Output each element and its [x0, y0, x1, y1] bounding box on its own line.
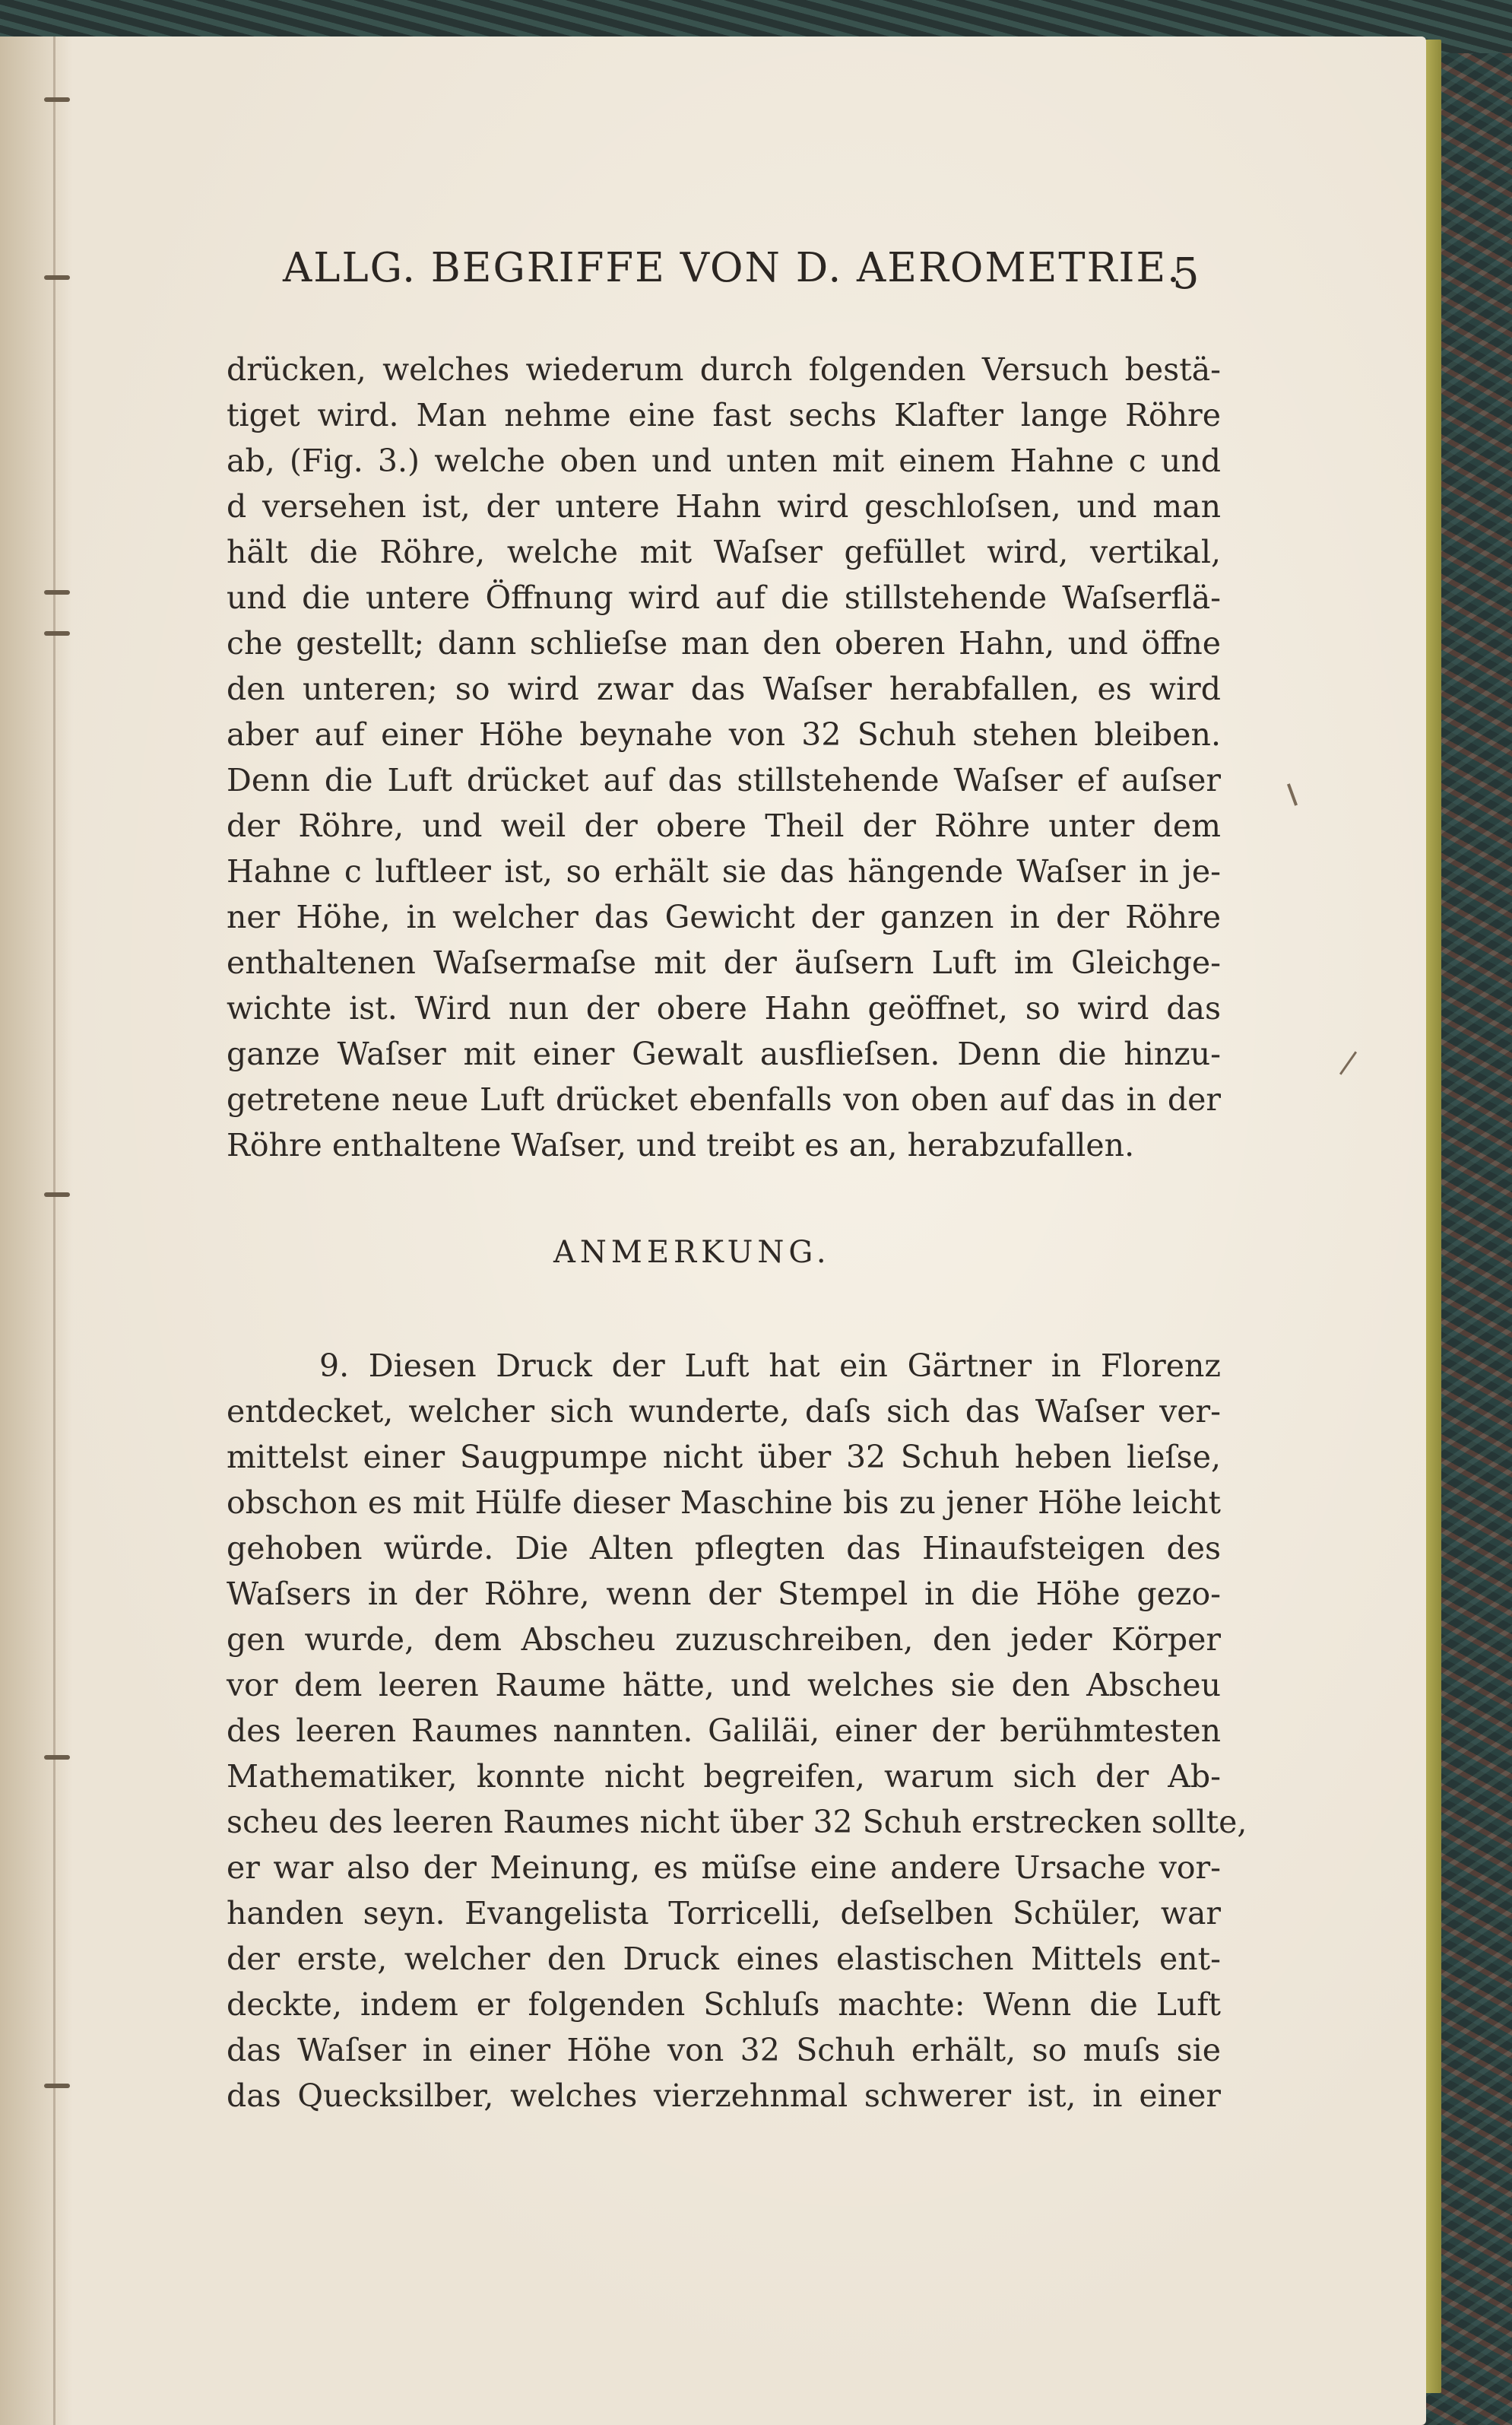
text-line: Waſsers in der Röhre, wenn der Stempel in die Höhe gezo- — [227, 1576, 1221, 1612]
binding-stitch — [44, 631, 70, 636]
text-line: vor dem leeren Raume hätte, und welches sie den Abscheu — [227, 1667, 1221, 1703]
text-line: gen wurde, dem Abscheu zuzuschreiben, den jeder Körper — [227, 1621, 1221, 1658]
paragraph-2 — [227, 1343, 1247, 2119]
text-line: che gestellt; dann schlieſse man den oberen Hahn, und öffne — [227, 625, 1221, 662]
text-line: enthaltenen Waſsermaſse mit der äuſsern Luft im Gleichge- — [227, 944, 1221, 981]
text-line: mittelst einer Saugpumpe nicht über 32 Schuh heben lieſse, — [227, 1439, 1221, 1475]
running-head-title: ALLG. BEGRIFFE VON D. AEROMETRIE. — [283, 245, 1182, 291]
text-line: Mathematiker, konnte nicht begreifen, warum sich der Ab- — [227, 1758, 1221, 1795]
text-line: ab, (Fig. 3.) welche oben und unten mit einem Hahne c und — [227, 443, 1221, 479]
text-line: das Waſser in einer Höhe von 32 Schuh erhält, so muſs sie — [227, 2032, 1221, 2068]
text-line: gehoben würde. Die Alten pflegten das Hinaufsteigen des — [227, 1530, 1221, 1566]
binding-stitch — [44, 275, 70, 280]
text-line: aber auf einer Höhe beynahe von 32 Schuh stehen bleiben. — [227, 716, 1221, 753]
binding-line — [53, 37, 55, 2425]
section-heading: ANMERKUNG. — [553, 1235, 831, 1270]
text-line: hält die Röhre, welche mit Waſser gefüllet wird, vertikal, — [227, 534, 1221, 570]
text-line: der Röhre, und weil der obere Theil der Röhre unter dem — [227, 808, 1221, 844]
text-line: getretene neue Luft drücket ebenfalls von oben auf das in der — [227, 1081, 1221, 1118]
text-line: drücken, welches wiederum durch folgenden Versuch bestä- — [227, 351, 1221, 388]
text-line: den unteren; so wird zwar das Waſser herabfallen, es wird — [227, 671, 1221, 707]
text-line: entdecket, welcher sich wunderte, daſs sich das Waſser ver- — [227, 1393, 1221, 1430]
text-line: Röhre enthaltene Waſser, und treibt es an, herabzufallen. — [227, 1127, 1135, 1163]
page-number: 5 — [1172, 249, 1201, 299]
text-line: ganze Waſser mit einer Gewalt ausflieſsen. Denn die hinzu- — [227, 1036, 1221, 1072]
binding-stitch — [44, 1192, 70, 1197]
text-line: das Quecksilber, welches vierzehnmal schwerer ist, in einer — [227, 2077, 1221, 2114]
binding-stitch — [44, 97, 70, 102]
text-line: der erste, welcher den Druck eines elastischen Mittels ent- — [227, 1941, 1221, 1977]
text-line: Hahne c luftleer ist, so erhält sie das hängende Waſser in je- — [227, 853, 1221, 890]
text-line: scheu des leeren Raumes nicht über 32 Schuh erstrecken sollte, — [227, 1804, 1247, 1840]
binding-stitch — [44, 1755, 70, 1760]
text-line: obschon es mit Hülfe dieser Maschine bis zu jener Höhe leicht — [227, 1484, 1221, 1521]
text-line: tiget wird. Man nehme eine fast sechs Klafter lange Röhre — [227, 397, 1221, 433]
text-line: er war also der Meinung, es müſse eine andere Ursache vor- — [227, 1849, 1221, 1886]
text-line: handen seyn. Evangelista Torricelli, deſselben Schüler, war — [227, 1895, 1221, 1931]
text-line: und die untere Öffnung wird auf die stillstehende Waſserflä- — [227, 579, 1221, 616]
binding-stitch — [44, 590, 70, 595]
running-head — [283, 245, 1225, 306]
text-line: 9. Diesen Druck der Luft hat ein Gärtner in Florenz — [319, 1347, 1221, 1384]
text-line: ner Höhe, in welcher das Gewicht der ganzen in der Röhre — [227, 899, 1221, 935]
text-line: deckte, indem er folgenden Schluſs machte: Wenn die Luft — [227, 1986, 1221, 2023]
paragraph-1 — [227, 347, 1221, 1168]
text-line: wichte ist. Wird nun der obere Hahn geöffnet, so wird das — [227, 990, 1221, 1027]
binding-stitch — [44, 2084, 70, 2088]
text-line: des leeren Raumes nannten. Galiläi, einer der berühmtesten — [227, 1712, 1221, 1749]
page-gutter — [0, 37, 73, 2425]
text-line: d versehen ist, der untere Hahn wird geschloſsen, und man — [227, 488, 1221, 525]
text-line: Denn die Luft drücket auf das stillstehende Waſser ef auſser — [227, 762, 1221, 798]
